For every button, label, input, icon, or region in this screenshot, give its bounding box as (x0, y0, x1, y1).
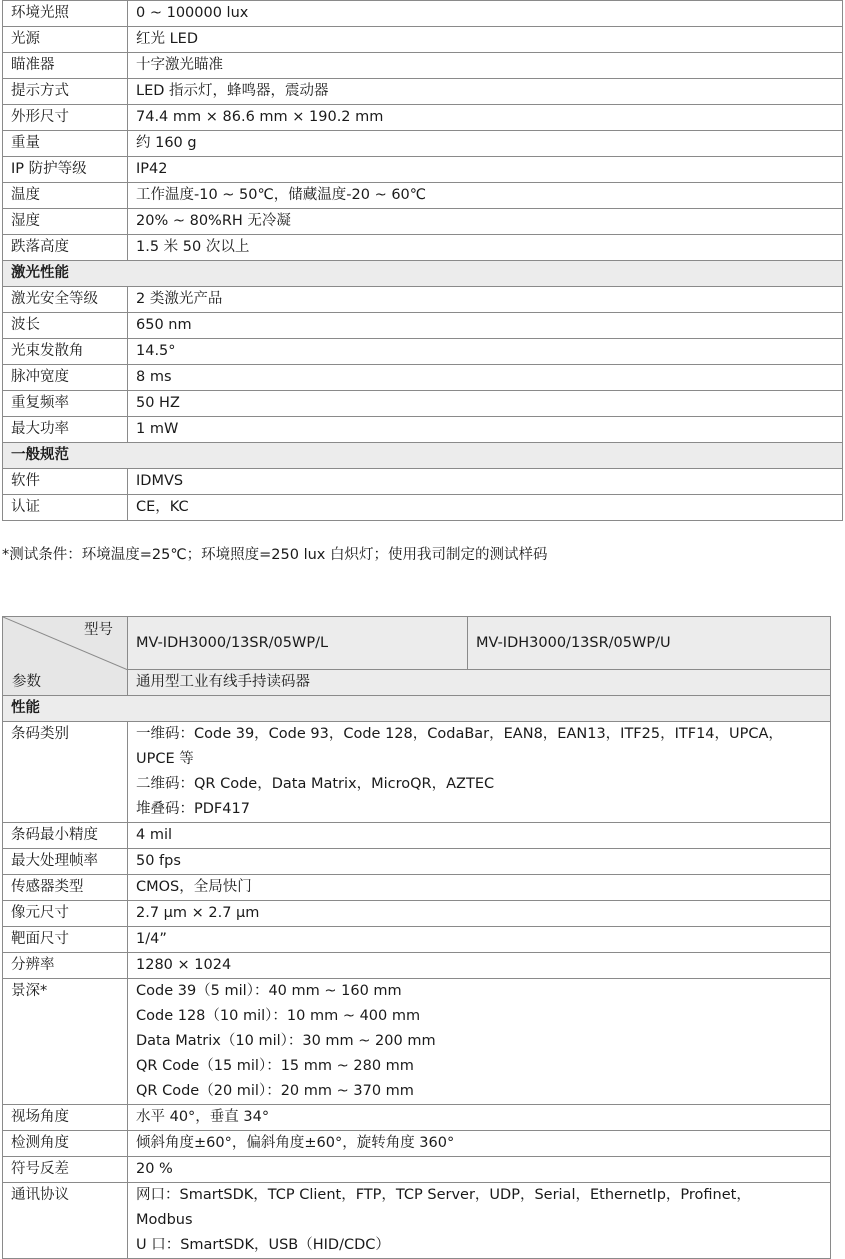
spec-row (3, 849, 831, 875)
spec-label: 重复频率 (3, 391, 128, 417)
spec-row (3, 209, 843, 235)
spec-value-line: 4 mil (136, 827, 173, 843)
spec-label: 分辨率 (3, 953, 128, 979)
spec-value-line: 倾斜角度±60°，偏斜角度±60°，旋转角度 360° (136, 1135, 455, 1151)
spec-value (128, 823, 831, 849)
spec-value: 8 ms (128, 365, 843, 391)
spec-value: 红光 LED (128, 27, 843, 53)
spec-label: 视场角度 (3, 1105, 128, 1131)
spec-row (3, 339, 843, 365)
spec-label: 环境光照 (3, 1, 128, 27)
spec-value-line: U 口：SmartSDK，USB（HID/CDC） (136, 1237, 390, 1253)
spec-value: 1.5 米 50 次以上 (128, 235, 843, 261)
spec-row (3, 287, 843, 313)
spec-label: 光源 (3, 27, 128, 53)
test-conditions-footnote: *测试条件：环境温度=25℃；环境照度=250 lux 白炽灯；使用我司制定的测试样码 (2, 547, 548, 563)
spec-value-line: Code 128（10 mil）：10 mm ~ 400 mm (136, 1008, 421, 1024)
spec-value (128, 927, 831, 953)
spec-row (3, 469, 843, 495)
spec-label: 符号反差 (3, 1157, 128, 1183)
spec-label: 跌落高度 (3, 235, 128, 261)
spec-row (3, 875, 831, 901)
specs-table-general (2, 0, 843, 521)
spec-label: 脉冲宽度 (3, 365, 128, 391)
specs-table-performance (2, 616, 831, 1259)
section-row (3, 261, 843, 287)
section-title: 激光性能 (3, 261, 843, 287)
spec-row (3, 105, 843, 131)
model-l-cell: MV-IDH3000/13SR/05WP/L (128, 617, 468, 670)
spec-row (3, 365, 843, 391)
spec-label: 温度 (3, 183, 128, 209)
spec-value (128, 901, 831, 927)
category-cell: 通用型工业有线手持读码器 (128, 670, 831, 696)
spec-label: 景深* (3, 979, 128, 1105)
spec-label: 通讯协议 (3, 1183, 128, 1259)
model-param-diagonal-cell (3, 617, 128, 696)
specs-table-general-body (3, 1, 843, 521)
section-title-performance: 性能 (3, 696, 831, 722)
spec-label: 像元尺寸 (3, 901, 128, 927)
spec-value: 0 ~ 100000 lux (128, 1, 843, 27)
spec-label: 认证 (3, 495, 128, 521)
spec-value (128, 1183, 831, 1259)
spec-value (128, 849, 831, 875)
spec-value: 14.5° (128, 339, 843, 365)
spec-value: 2 类激光产品 (128, 287, 843, 313)
spec-value: 650 nm (128, 313, 843, 339)
spec-row (3, 313, 843, 339)
model-u-cell: MV-IDH3000/13SR/05WP/U (468, 617, 831, 670)
spec-value: LED 指示灯，蜂鸣器，震动器 (128, 79, 843, 105)
spec-row (3, 901, 831, 927)
spec-row (3, 131, 843, 157)
spec-row (3, 823, 831, 849)
spec-row (3, 53, 843, 79)
spec-label: 靶面尺寸 (3, 927, 128, 953)
spec-label: 软件 (3, 469, 128, 495)
spec-value-line: Data Matrix（10 mil）：30 mm ~ 200 mm (136, 1033, 436, 1049)
spec-value-line: Modbus (136, 1212, 193, 1228)
specs-table-performance-body (3, 617, 831, 1259)
section-row-performance (3, 696, 831, 722)
spec-value-line: 2.7 μm × 2.7 μm (136, 905, 260, 921)
spec-label: 湿度 (3, 209, 128, 235)
spec-value-line: 1280 × 1024 (136, 957, 232, 973)
spec-value-line: Code 39（5 mil）：40 mm ~ 160 mm (136, 983, 402, 999)
spec-value: 工作温度-10 ~ 50℃，储藏温度-20 ~ 60℃ (128, 183, 843, 209)
spec-value: 50 HZ (128, 391, 843, 417)
spec-value (128, 875, 831, 901)
spec-value-line: QR Code（20 mil）：20 mm ~ 370 mm (136, 1083, 414, 1099)
spec-row (3, 1183, 831, 1259)
spec-value-line: 二维码：QR Code，Data Matrix，MicroQR，AZTEC (136, 776, 495, 792)
spec-value (128, 953, 831, 979)
spec-label: 条码类别 (3, 722, 128, 823)
spec-row (3, 979, 831, 1105)
section-row (3, 443, 843, 469)
spec-row (3, 79, 843, 105)
spec-value-line: 1/4” (136, 931, 167, 947)
spec-label: 波长 (3, 313, 128, 339)
spec-label: 外形尺寸 (3, 105, 128, 131)
spec-value-line: 20 % (136, 1161, 173, 1177)
spec-label: 瞄准器 (3, 53, 128, 79)
spec-value-line: 一维码：Code 39，Code 93，Code 128，CodaBar，EAN8，EAN13，ITF25，ITF14，UPCA， (136, 726, 783, 742)
spec-value-line: 50 fps (136, 853, 181, 869)
spec-value-line: 水平 40°，垂直 34° (136, 1109, 270, 1125)
model-header-row (3, 617, 831, 670)
spec-label: 最大处理帧率 (3, 849, 128, 875)
spec-value-line: 网口：SmartSDK，TCP Client，FTP，TCP Server，UDP，Serial，EthernetIp，Profinet， (136, 1187, 751, 1203)
spec-value: CE，KC (128, 495, 843, 521)
spec-row (3, 1157, 831, 1183)
spec-value: 十字激光瞄准 (128, 53, 843, 79)
spec-value-line: 堆叠码：PDF417 (136, 801, 250, 817)
spec-label: 检测角度 (3, 1131, 128, 1157)
spec-label: 激光安全等级 (3, 287, 128, 313)
spec-row (3, 1, 843, 27)
spec-value (128, 1105, 831, 1131)
spec-row (3, 417, 843, 443)
spec-row (3, 495, 843, 521)
spec-row (3, 722, 831, 823)
spec-value (128, 979, 831, 1105)
spec-label: 最大功率 (3, 417, 128, 443)
spec-value (128, 1157, 831, 1183)
spec-row (3, 157, 843, 183)
spec-value: 74.4 mm × 86.6 mm × 190.2 mm (128, 105, 843, 131)
spec-label: 传感器类型 (3, 875, 128, 901)
spec-row (3, 927, 831, 953)
spec-value: IP42 (128, 157, 843, 183)
spec-value-line: QR Code（15 mil）：15 mm ~ 280 mm (136, 1058, 414, 1074)
spec-row (3, 235, 843, 261)
spec-value-line: UPCE 等 (136, 751, 194, 767)
spec-row (3, 27, 843, 53)
spec-row (3, 183, 843, 209)
spec-row (3, 953, 831, 979)
spec-label: 光束发散角 (3, 339, 128, 365)
spec-label: 提示方式 (3, 79, 128, 105)
spec-value: 约 160 g (128, 131, 843, 157)
spec-value: IDMVS (128, 469, 843, 495)
spec-label: 重量 (3, 131, 128, 157)
spec-value (128, 722, 831, 823)
spec-row (3, 1105, 831, 1131)
model-header-label: 型号 (84, 622, 113, 638)
section-title: 一般规范 (3, 443, 843, 469)
param-header-label: 参数 (12, 674, 41, 690)
spec-label: IP 防护等级 (3, 157, 128, 183)
spec-value (128, 1131, 831, 1157)
spec-value: 20% ~ 80%RH 无冷凝 (128, 209, 843, 235)
spec-label: 条码最小精度 (3, 823, 128, 849)
spec-value: 1 mW (128, 417, 843, 443)
spec-row (3, 1131, 831, 1157)
spec-value-line: CMOS，全局快门 (136, 879, 252, 895)
spec-row (3, 391, 843, 417)
